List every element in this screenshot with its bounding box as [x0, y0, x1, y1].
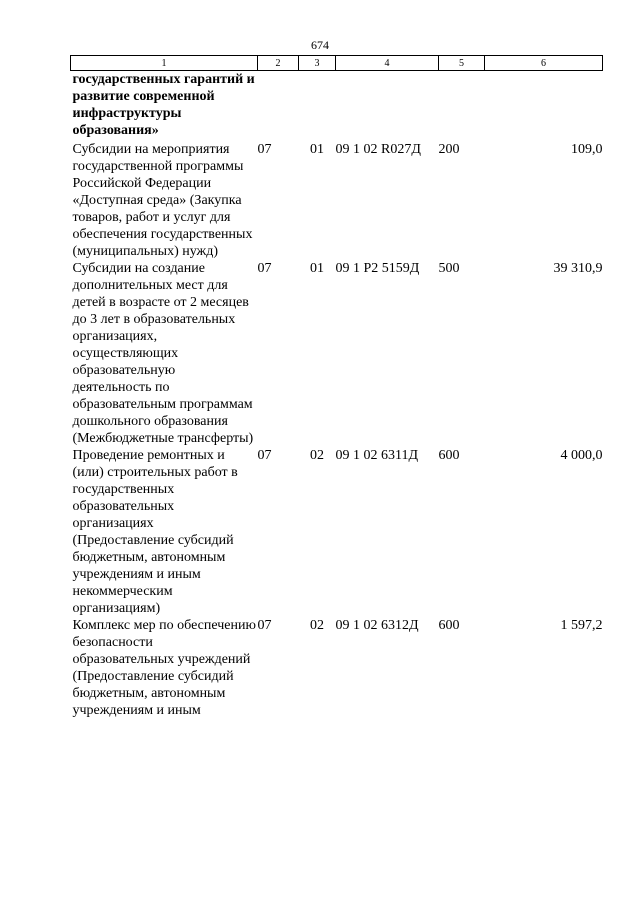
header-col-4: 4: [336, 56, 439, 71]
row-name: государственных гарантий и развитие современной инфраструктуры образования»: [72, 72, 255, 138]
header-col-1: 1: [71, 56, 258, 71]
row-target-code: 09 1 02 6312Д: [335, 618, 419, 633]
row-subsection: 02: [310, 618, 324, 633]
budget-table: [70, 55, 603, 719]
row-target-code: 09 1 P2 5159Д: [335, 261, 420, 276]
row-amount: 109,0: [571, 142, 603, 157]
row-expense-type: 200: [438, 142, 460, 157]
page-number: 674: [311, 38, 329, 52]
table-row: [71, 447, 603, 617]
row-name: Комплекс мер по обеспечению безопасности образовательных учреждений (Предоставление субсидий бюджетным, автономным учреждениям и иным: [72, 618, 256, 718]
row-subsection: 02: [310, 448, 324, 463]
header-col-3: 3: [299, 56, 336, 71]
row-amount: 4 000,0: [560, 448, 603, 463]
row-expense-type: 600: [438, 448, 460, 463]
header-col-5: 5: [439, 56, 485, 71]
row-expense-type: 500: [438, 261, 460, 276]
row-target-code: 09 1 02 R027Д: [335, 142, 421, 157]
row-subsection: [299, 71, 336, 140]
row-name: Субсидии на создание дополнительных мест для детей в возрасте от 2 месяцев до 3 лет в образовательных организациях, осуществляющих образовательную деятельность по образовательным программам дошкольного образования (Межбюджетные трансферты): [72, 261, 254, 446]
table-row: [71, 617, 603, 719]
row-subsection: 01: [310, 142, 324, 157]
row-expense-type: [439, 71, 485, 140]
row-section: 07: [257, 618, 272, 633]
row-name: Проведение ремонтных и (или) строительных работ в государственных образовательных организациях (Предоставление субсидий бюджетным, автономным учреждениям и иным некоммерческим организациям): [72, 448, 238, 616]
row-section: 07: [257, 448, 272, 463]
row-section: 07: [257, 261, 272, 276]
table-row: [71, 139, 603, 260]
row-amount: [485, 71, 603, 140]
row-target-code: 09 1 02 6311Д: [335, 448, 419, 463]
row-section: [258, 71, 299, 140]
table-row: [71, 71, 603, 140]
row-target-code: [336, 71, 439, 140]
row-amount: 1 597,2: [560, 618, 603, 633]
header-row: [71, 56, 603, 71]
header-col-6: 6: [485, 56, 603, 71]
header-col-2: 2: [258, 56, 299, 71]
table-row: [71, 260, 603, 447]
row-name: Субсидии на мероприятия государственной программы Российской Федерации «Доступная среда» (Закупка товаров, работ и услуг для обеспечения государственных (муниципальных) нужд): [72, 142, 253, 259]
row-section: 07: [257, 142, 272, 157]
row-amount: 39 310,9: [553, 261, 603, 276]
row-subsection: 01: [310, 261, 324, 276]
row-expense-type: 600: [438, 618, 460, 633]
